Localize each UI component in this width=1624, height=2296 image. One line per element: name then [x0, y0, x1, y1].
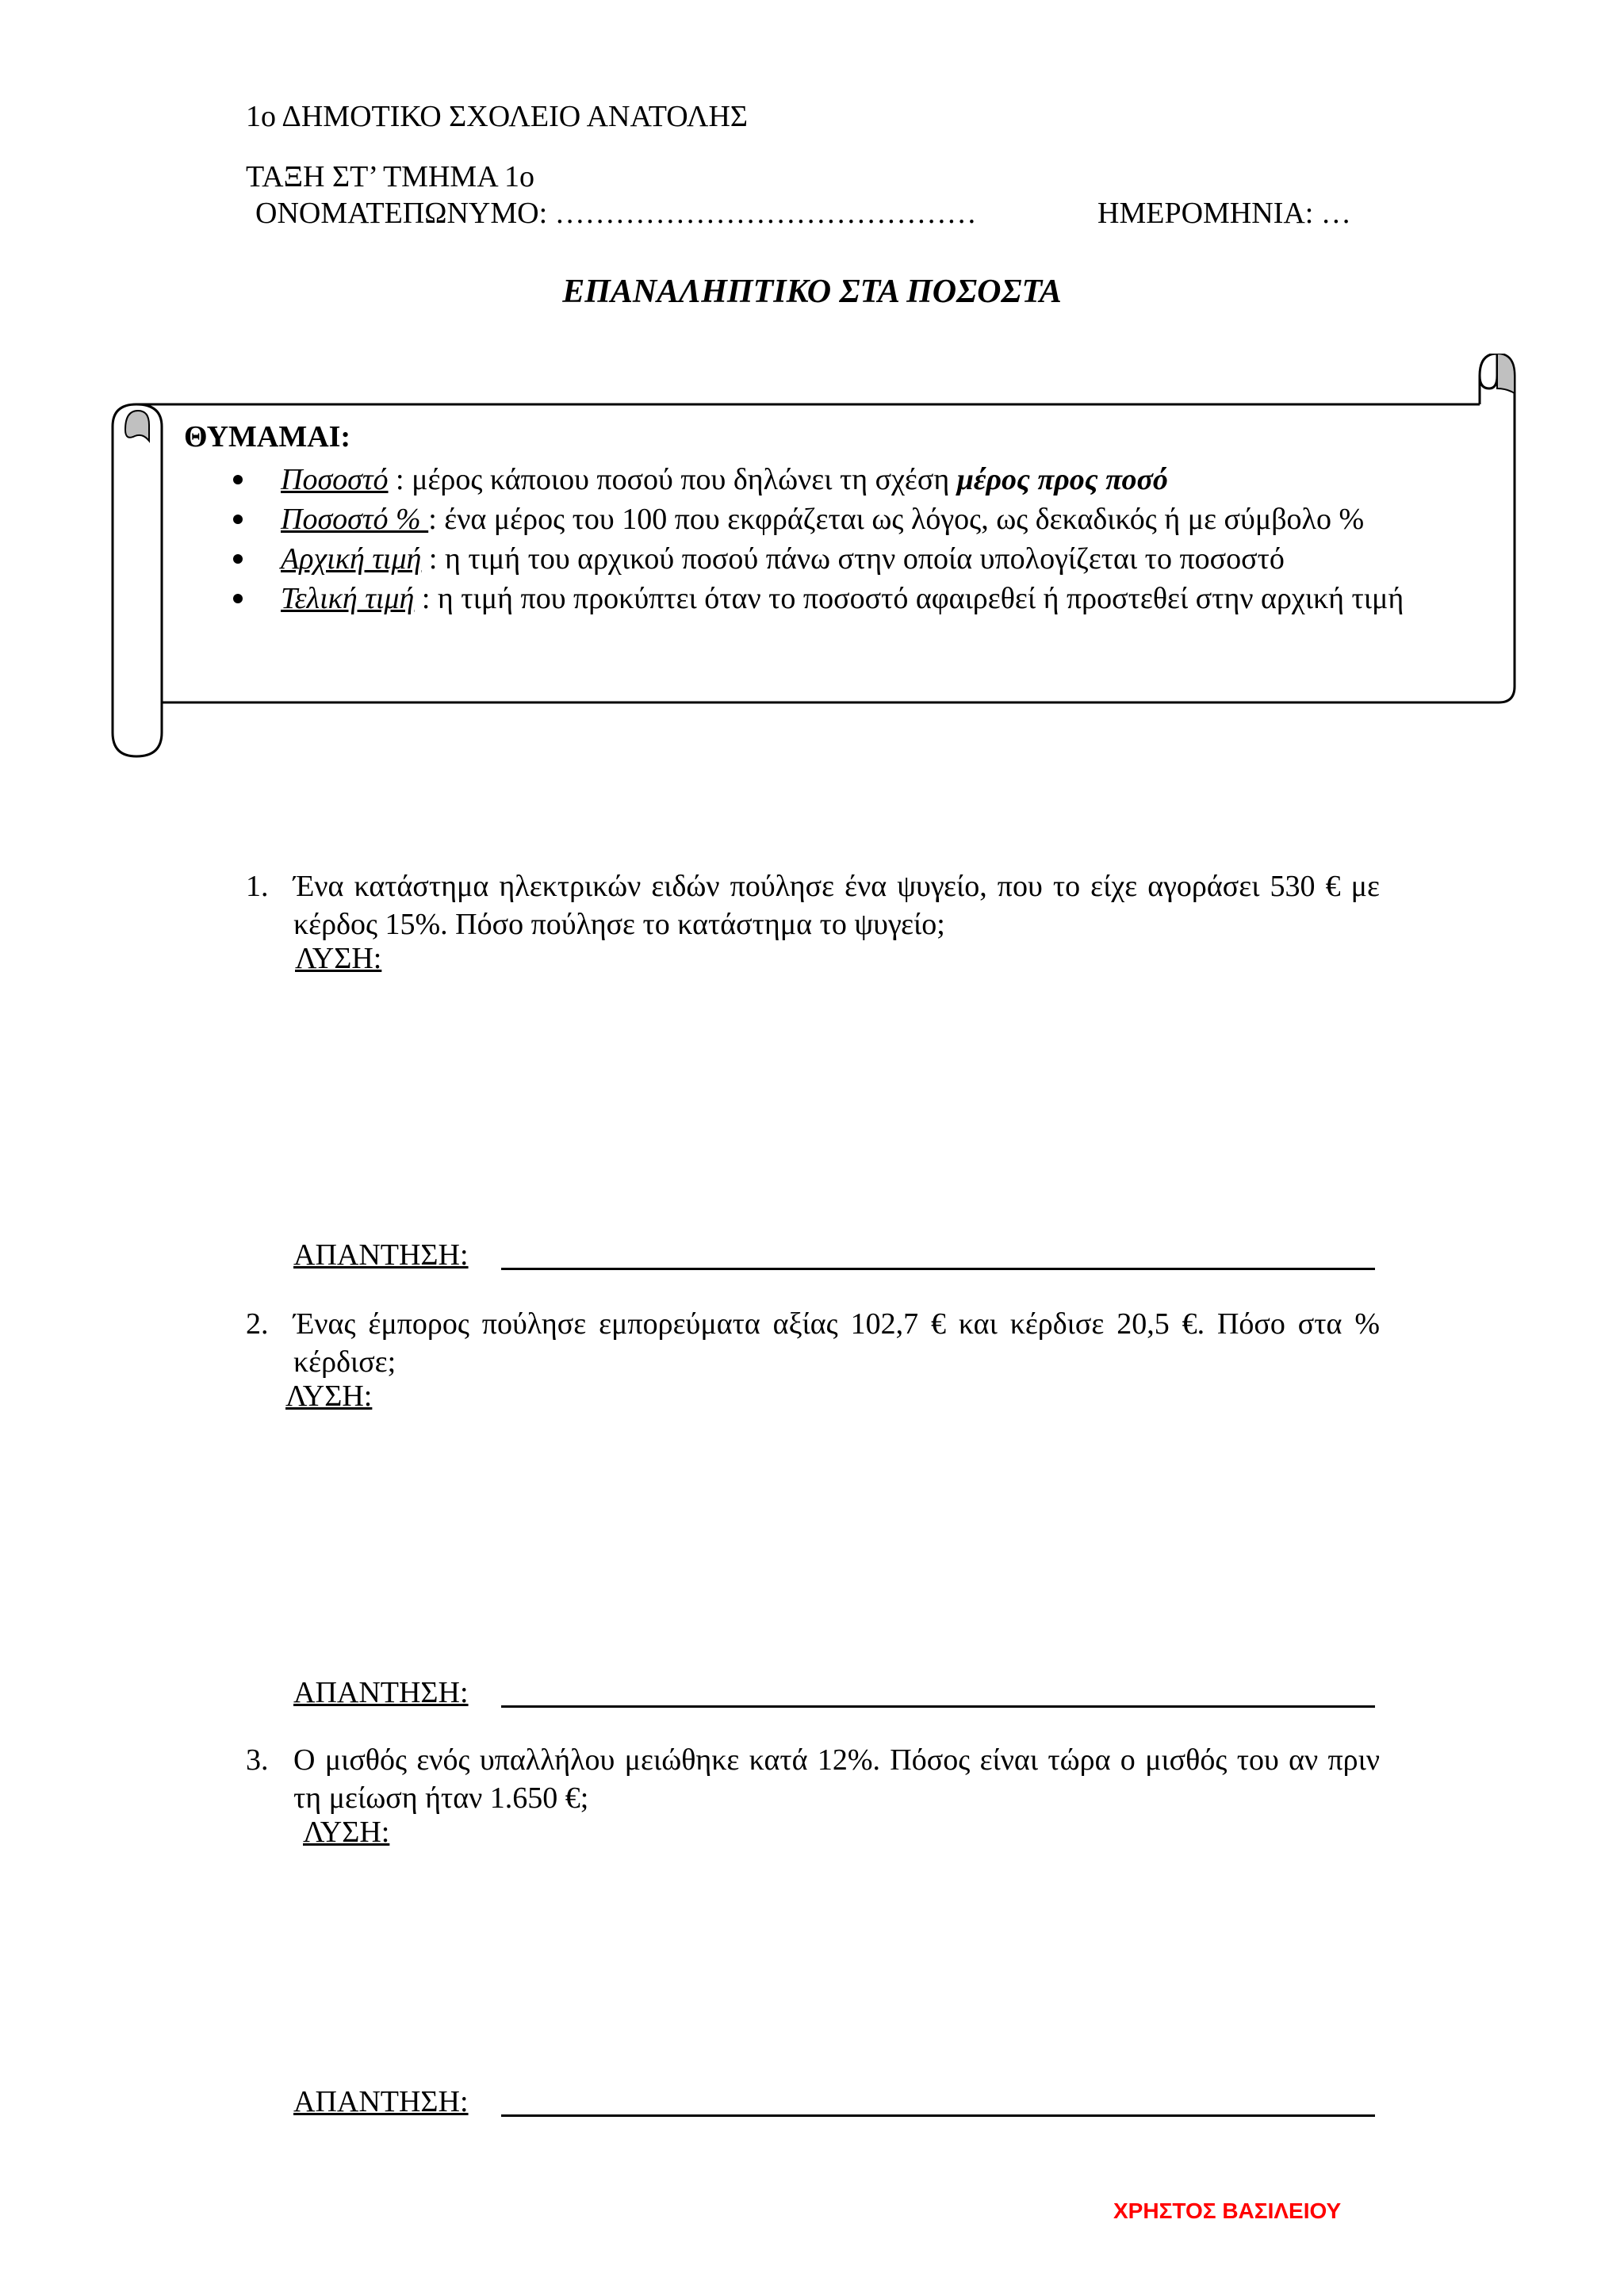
answer-line[interactable] [501, 2114, 1375, 2117]
answer-row [293, 1674, 1375, 1711]
bullet-icon [233, 594, 243, 603]
answer-label: ΑΠΑΝΤΗΣΗ: [293, 2085, 469, 2118]
question-2 [246, 1305, 1380, 1381]
question-3 [246, 1741, 1380, 1817]
answer-line[interactable] [501, 1268, 1375, 1270]
answer-line[interactable] [501, 1705, 1375, 1708]
list-item: Αρχική τιμή : η τιμή του αρχικού ποσού πάνω στην οποία υπολογίζεται το ποσοστό [184, 539, 1484, 579]
question-number: 1. [246, 870, 269, 903]
answer-row [293, 1237, 1375, 1273]
solution-label: ΛΥΣΗ: [295, 942, 382, 975]
date-field: ΗΜΕΡΟΜΗΝΙΑ: … [1097, 197, 1351, 230]
remember-heading: ΘΥΜΑΜΑΙ: [184, 420, 351, 453]
question-number: 2. [246, 1307, 269, 1341]
bullet-icon [233, 515, 243, 524]
question-text: Ένας έμπορος πούλησε εμπορεύματα αξίας 102,7 € και κέρδισε 20,5 €. Πόσο στα % κέρδισε; [293, 1307, 1380, 1379]
bullet-icon [233, 475, 243, 484]
question-text: Ο μισθός ενός υπαλλήλου μειώθηκε κατά 12%. Πόσος είναι τώρα ο μισθός του αν πριν τη μείωση ήταν 1.650 €; [293, 1743, 1380, 1815]
answer-label: ΑΠΑΝΤΗΣΗ: [293, 1676, 469, 1709]
school-name: 1ο ΔΗΜΟΤΙΚΟ ΣΧΟΛΕΙΟ ΑΝΑΤΟΛΗΣ [246, 100, 749, 133]
class-line: ΤΑΞΗ ΣΤ’ ΤΜΗΜΑ 1ο [246, 160, 535, 193]
question-1 [246, 867, 1380, 943]
bullet-icon [233, 554, 243, 564]
student-name-field: ΟΝΟΜΑΤΕΠΩΝΥΜΟ: …………………………………… [255, 197, 977, 230]
solution-label: ΛΥΣΗ: [285, 1380, 373, 1413]
list-item: Ποσοστό : μέρος κάποιου ποσού που δηλώνει τη σχέση μέρος προς ποσό [184, 460, 1484, 499]
remember-box [184, 419, 1484, 618]
list-item: Τελική τιμή : η τιμή που προκύπτει όταν το ποσοστό αφαιρεθεί ή προστεθεί στην αρχική τιμή [184, 579, 1484, 618]
answer-row [293, 2084, 1375, 2120]
definitions-list [184, 460, 1484, 618]
author-name: ΧΡΗΣΤΟΣ ΒΑΣΙΛΕΙΟΥ [1113, 2198, 1342, 2223]
worksheet-title: ΕΠΑΝΑΛΗΠΤΙΚΟ ΣΤΑ ΠΟΣΟΣΤΑ [562, 274, 1062, 310]
answer-label: ΑΠΑΝΤΗΣΗ: [293, 1238, 469, 1272]
list-item: Ποσοστό % : ένα μέρος του 100 που εκφράζεται ως λόγος, ως δεκαδικός ή με σύμβολο % [184, 499, 1484, 539]
question-text: Ένα κατάστημα ηλεκτρικών ειδών πούλησε ένα ψυγείο, που το είχε αγοράσει 530 € με κέρδος 15%. Πόσο πούλησε το κατάστημα το ψυγείο; [293, 870, 1380, 941]
question-number: 3. [246, 1743, 269, 1777]
solution-label: ΛΥΣΗ: [303, 1816, 390, 1849]
